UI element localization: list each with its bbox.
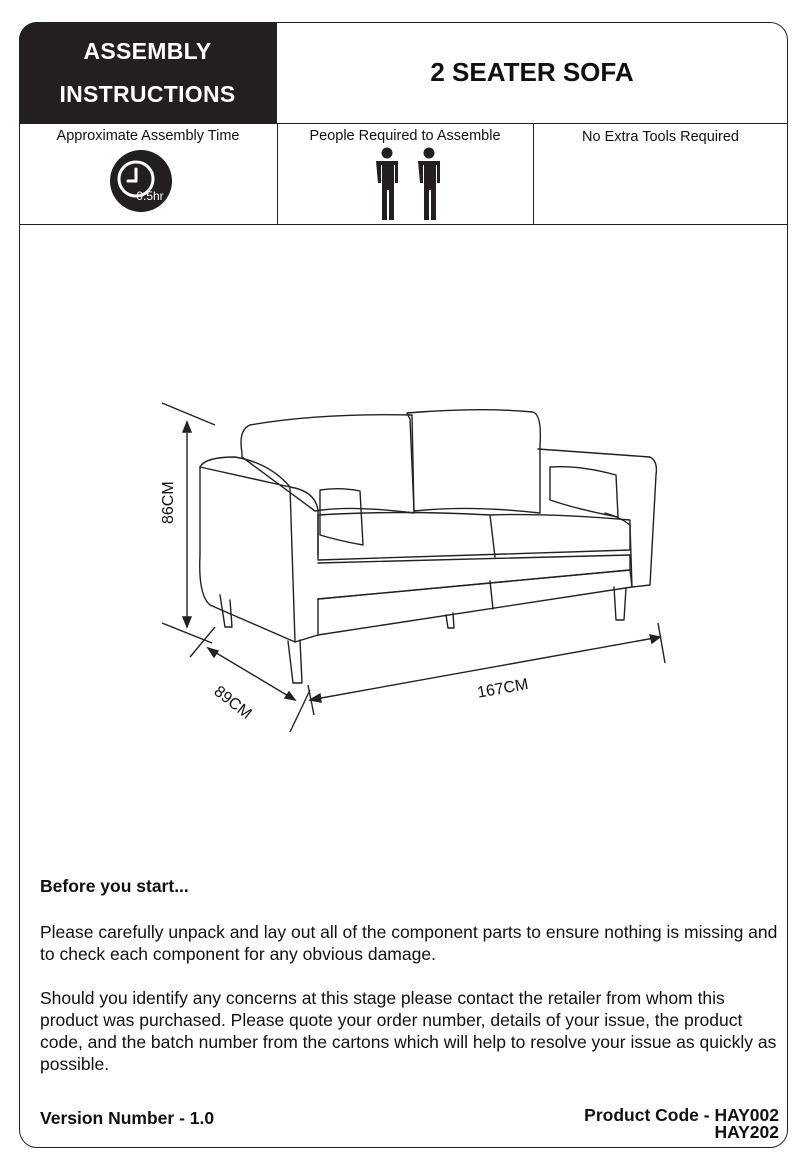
back-cushion-left xyxy=(241,415,414,513)
two-people-icon xyxy=(371,147,445,221)
info-divider xyxy=(19,224,788,225)
assembly-time-value: 0.5hr xyxy=(136,189,164,203)
pillow-left xyxy=(320,489,363,545)
before-start-section xyxy=(40,875,780,1075)
product-code-line-1: Product Code - HAY002 xyxy=(584,1105,779,1125)
front-base xyxy=(318,570,632,635)
people-required-label: People Required to Assemble xyxy=(309,128,501,144)
leg-right xyxy=(614,587,626,620)
product-code xyxy=(584,1107,779,1141)
leg-front-left xyxy=(288,640,302,683)
width-dimension: 167CM xyxy=(476,676,530,702)
clock-icon xyxy=(110,150,172,212)
before-start-title: Before you start... xyxy=(40,876,189,896)
product-code-line-2: HAY202 xyxy=(714,1122,779,1142)
leg-back-left xyxy=(220,595,232,627)
product-title: 2 SEATER SOFA xyxy=(430,57,634,87)
left-arm-top xyxy=(200,457,318,555)
front-split xyxy=(490,581,493,609)
tools-cell xyxy=(533,123,788,224)
seat-cushions xyxy=(318,513,630,561)
badge-line-1: ASSEMBLY xyxy=(83,37,212,64)
tools-label: No Extra Tools Required xyxy=(582,129,739,145)
pillow-right xyxy=(550,467,618,517)
assembly-time-label: Approximate Assembly Time xyxy=(56,128,240,144)
assembly-instructions-badge xyxy=(19,22,276,123)
back-cushion-right xyxy=(407,410,540,513)
version-number: Version Number - 1.0 xyxy=(40,1108,215,1128)
height-dimension: 86CM xyxy=(160,481,177,524)
seat-split xyxy=(490,515,495,557)
depth-dimension: 89CM xyxy=(210,683,255,723)
badge-line-2: INSTRUCTIONS xyxy=(59,80,236,107)
header-vdivider xyxy=(276,22,277,123)
before-start-paragraph-2: Should you identify any concerns at this stage please contact the retailer from whom this product was purchased. Please quote your order number, details of your issue, the product code, and the batch number from the cartons which will help to resolve your issue as quickly as possible. xyxy=(40,988,777,1074)
before-start-paragraph-1: Please carefully unpack and lay out all of the component parts to ensure nothing is missing and to check each component for any obvious damage. xyxy=(40,922,778,964)
left-arm-front xyxy=(200,467,295,642)
front-base-left xyxy=(295,599,318,642)
seat-base xyxy=(318,555,630,599)
